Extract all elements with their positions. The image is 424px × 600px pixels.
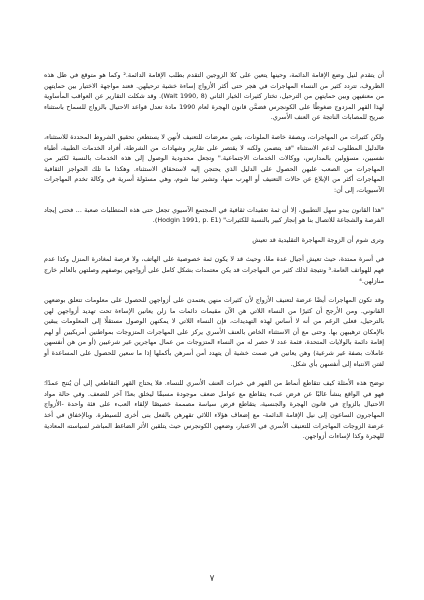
document-page [44,70,384,570]
block-quote: "هذا القانون يبدو سهل التطبيق، إلا أن ثمة تعقيدات ثقافية في المجتمع الآسيوي تجعل حتى هذه المتطلبات صعبة ... فحتى إيجاد الفرصة والشجاعة للاتصال بنا هو إنجاز كبير بالنسبة للكثيرات" (Hodgin 1991, p. E1). [44,205,384,225]
paragraph-1: أن يتقدم لنيل وضع الإقامة الدائمة، وحينها يتعين على كلا الزوجين التقدم بطلب الإقامة الدائمة.² وكما هو متوقع في ظل هذه الظروف، تتردد كثير من النساء المهاجرات في هجر حتى أكثر الأزواج إساءة خشية ترحيلهن. فعند مواجهة الاختيار بين حمايتهن من معنفيهن وبين حمايتهن من الترحيل، تختار كثيرات الخيار الثاني (Walt 1990, 8). وقد شكلت التقارير عن العواقب المأساوية لهذا القهر المزدوج ضغوطًا على الكونجرس فضمَّن قانون الهجرة لعام 1990 مادة تعدل قواعد الاحتيال بالزواج للسماح باستثناء صريح للمصابات الناتجة عن العنف الأسري. [44,71,384,122]
paragraph-5: وقد تكون المهاجرات أيضًا عرضة لتعنيف الأزواج لأن كثيرات منهن يعتمدن على أزواجهن للحصول على معلومات تتعلق بوضعهن القانوني. ومن الأرجح أن كثيرًا من النساء اللاتي هن الآن مقيمات دائمات ما زلن يعانين الإساءة تحت تهديد أزواجهن لهن بالترحيل، فعلى الرغم من أنه لا أساس لهذه التهديدات، فإن النساء اللاتي لا يمكنهن الوصول مستقلًا إلى المعلومات يبقين بالإمكان ترهيبهن بها. وحتى مع أن الاستثناء الخاص بالعنف الأسري يركز على المهاجرات المتزوجات بمواطنين أمريكيين أو لهم إقامة دائمة بالولايات المتحدة، فثمة عدد لا حصر له من النساء المتزوجات من عمال مهاجرين غير شرعيين (أو من هن أنفسهن عاملات بصفة غير شرعية) وهن يعانين في صمت خشية أن يتهدد أمن أسرهن بأكملها إذا ما سعين للحصول على المساعدة أو لفتن الانتباه إلى أنفسهن بأي شكل. [44,296,384,368]
paragraph-6: توضح هذه الأمثلة كيف تتقاطع أنماط من القهر في خبرات العنف الأسري للنساء. فلا يحتاج القهر التقاطعي إلى أن يُنتج عمدًا؛ فهو في الواقع ينشأ غالبًا عن فرض عبء يتقاطع مع عوامل ضعف موجودة مسبقًا ليخلق بعدًا آخر للضعف. وفي حالة مواد الاحتيال بالزواج في قانون الهجرة والجنسية، يتقاطع فرض سياسة مصممة خصيصًا لإلقاء العبء على فئة واحدة -الأزواج المهاجرون الساعون إلى نيل الإقامة الدائمة- مع إضعاف هؤلاء اللائي تقهرهن بالفعل بنى أخرى للسيطرة. وبالإخفاق في أخذ عرضة الزوجات المهاجرات للتعنيف الأسري في الاعتبار، وضعهن الكونجرس حيث يتلقين الأثر الضاغط المباشر لسياسته المعادية للهجرة وكذا لإساءات أزواجهن. [44,379,384,441]
paragraph-2: ولكن كثيرات من المهاجرات، وبصفة خاصة الملونات، يقين معرضات للتعنيف لأنهن لا يستطعن تحقيق الشروط المحددة للاستثناء، فالدليل المطلوب لدعم الاستثناء "قد يتضمن ولكنه لا يقتصر على تقارير وشهادات من الشرطة، أفراد الخدمات الطبية، أطباء نفسيين، مسؤولين بالمدارس، ووكالات الخدمات الاجتماعية." وتجعل محدودية الوصول إلى هذه الخدمات بالنسبة لكثير من المهاجرات من الصعب عليهن الحصول على الدليل الذي يحتجن إليه لاستحقاق الاستثناء. وهكذا ما تلك الحواجز الثقافية المهاجرات أكثر من الإبلاغ عن حالات التعنيف أو الهرب منها، وتشير تينا شوم، وهي مسئولة أسرية في وكالة تخدم المهاجرات الآسيويات، إلى أن: [44,132,384,194]
page-number: ٧ [209,574,215,584]
paragraph-4: في أسرة ممتدة، حيث تعيش أجيال عدة معًا، وحيث قد لا يكون ثمة خصوصية على الهاتف، ولا فرصة لمغادرة المنزل وكذا عدم فهم للهواتف العامة.³ ونتيجة لذلك كثير من المهاجرات قد يكن معتمدات بشكل كامل على أزواجهن بوصفهم وصلتهن بالعالم خارج منازلهن.⁴ [44,255,384,285]
paragraph-3: وترى شوم أن الزوجة المهاجرة التقليدية قد تعيش [252,235,384,244]
